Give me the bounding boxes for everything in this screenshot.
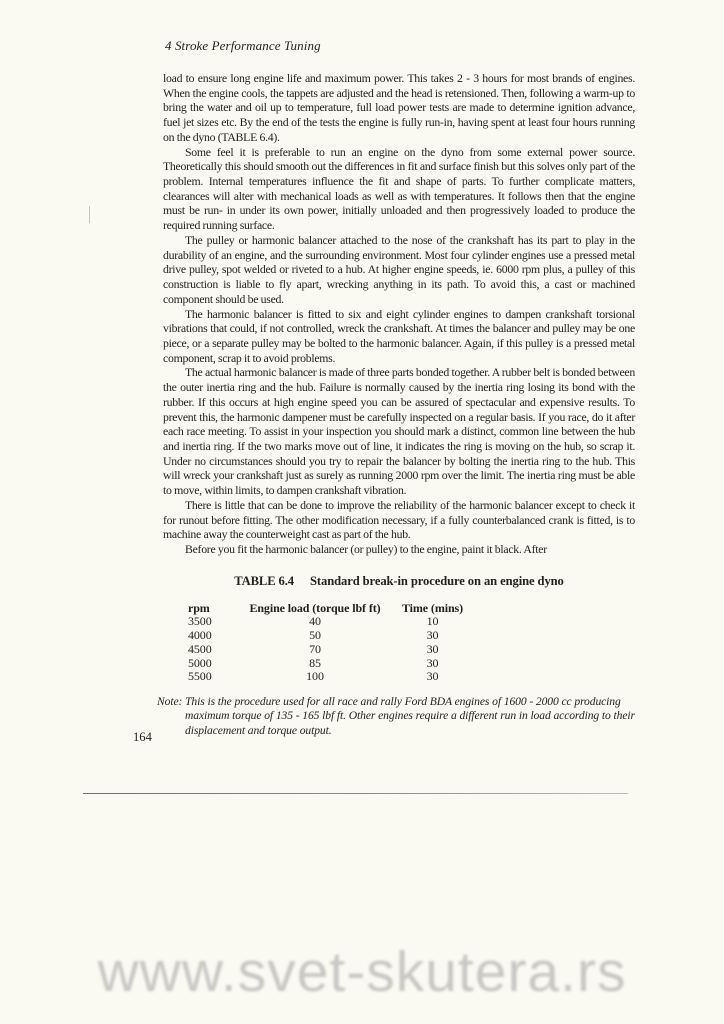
paragraph: The harmonic balancer is fitted to six and eight cylinder engines to dampen crankshaft torsional vibrations that could, if not controlled, wreck the crankshaft. At times the balancer and pulley may be one piece, or a separate pulley may be bolted to the harmonic balancer. Again, if this pulley is a pressed metal component, scrap it to avoid problems. [163,306,635,365]
paragraph: Some feel it is preferable to run an engine on the dyno from some external power source. Theoretically this should smooth out the differences in fit and surface finish but this solves only part of the problem. Internal temperatures influence the fit and shape of parts. To further complicate matters, clearances will alter with mechanical loads as well as with temperatures. It follows then that the engine must be run- in under its own power, initially unloaded and then progressively loaded to produce the required running surface. [163,144,635,233]
table-header-row [188,602,475,616]
table-title-text: Standard break-in procedure on an engine dyno [310,573,564,588]
page-content [157,38,636,738]
scan-artifact-mark [89,206,90,223]
cell-time: 30 [426,655,439,670]
note-label: Note: [157,694,183,708]
table-row [188,643,475,657]
table-row [188,629,475,643]
table-number-label: TABLE 6.4 [234,573,295,588]
break-in-procedure-table [188,602,475,684]
cell-rpm: 4000 [188,628,212,643]
cell-rpm: 3500 [188,614,212,629]
table-caption [163,574,635,589]
paragraph: The actual harmonic balancer is made of three parts bonded together. A rubber belt is bonded between the outer inertia ring and the hub. Failure is normally caused by the inertia ring losing its bond with the rubber. If this occurs at high engine speed you can be assured of spectacular and expensive results. To prevent this, the harmonic dampener must be carefully inspected on a regular basis. If you race, do it after each race meeting. To assist in your inspection you should mark a distinct, common line between the hub and inertia ring. If the two marks move out of line, it indicates the ring is moving on the hub, so scrap it. Under no circumstances should you try to repair the balancer by bolting the inertia ring to the hub. This will wreck your crankshaft just as surely as running 2000 rpm over the limit. The inertia ring must be able to move, within limits, to dampen crankshaft vibration. [163,365,636,498]
cell-load: 50 [309,628,321,643]
paragraph: Before you fit the harmonic balancer (or pulley) to the engine, paint it black. After [185,542,547,556]
table-row [188,670,475,684]
cell-load: 70 [309,641,321,656]
site-watermark: www.svet-skutera.rs [97,940,627,1004]
cell-time: 30 [426,669,439,684]
table-note [157,695,637,738]
paragraph: There is little that can be done to improve the reliability of the harmonic balancer except to check it for runout before fitting. The other modification necessary, if a fully counterbalanced crank is fitted, is to machine away the counterweight cast as part of the hub. [163,497,635,542]
paragraph: The pulley or harmonic balancer attached to the nose of the crankshaft has its part to play in the durability of an engine, and the surrounding environment. Most four cylinder engines use a pressed metal drive pulley, spot welded or riveted to a hub. At higher engine speeds, ie. 6000 rpm plus, a pulley of this construction is liable to fly apart, wrecking anything in its path. To avoid this, a cast or machined component should be used. [163,232,635,306]
running-header: 4 Stroke Performance Tuning [165,38,321,53]
column-header-load: Engine load (torque lbf ft) [249,600,381,615]
cell-time: 30 [426,628,439,643]
cell-rpm: 4500 [188,641,212,656]
cell-rpm: 5500 [188,669,212,684]
cell-load: 40 [309,614,321,629]
cell-load: 85 [309,655,321,670]
table-row [188,615,475,629]
cell-load: 100 [306,669,324,684]
body-text [163,71,635,557]
cell-time: 10 [426,614,439,629]
page-number: 164 [133,730,152,744]
table-row [188,657,475,671]
cell-time: 30 [426,641,439,656]
column-header-rpm: rpm [188,600,210,615]
cell-rpm: 5000 [188,655,212,670]
footer-divider-line [83,793,628,794]
note-text: This is the procedure used for all race and rally Ford BDA engines of 1600 - 2000 cc producing maximum torque of 135 - 165 lbf ft. Other engines require a different run in load according to their displacement and torque output. [185,694,635,737]
paragraph: load to ensure long engine life and maximum power. This takes 2 - 3 hours for most brands of engines. When the engine cools, the tappets are adjusted and the head is retensioned. Then, following a warm-up to bring the water and oil up to temperature, full load power tests are made to determine ignition advance, fuel jet sizes etc. By the end of the tests the engine is fully run-in, having spent at least four hours running on the dyno (TABLE 6.4). [163,71,635,144]
column-header-time: Time (mins) [401,600,463,615]
